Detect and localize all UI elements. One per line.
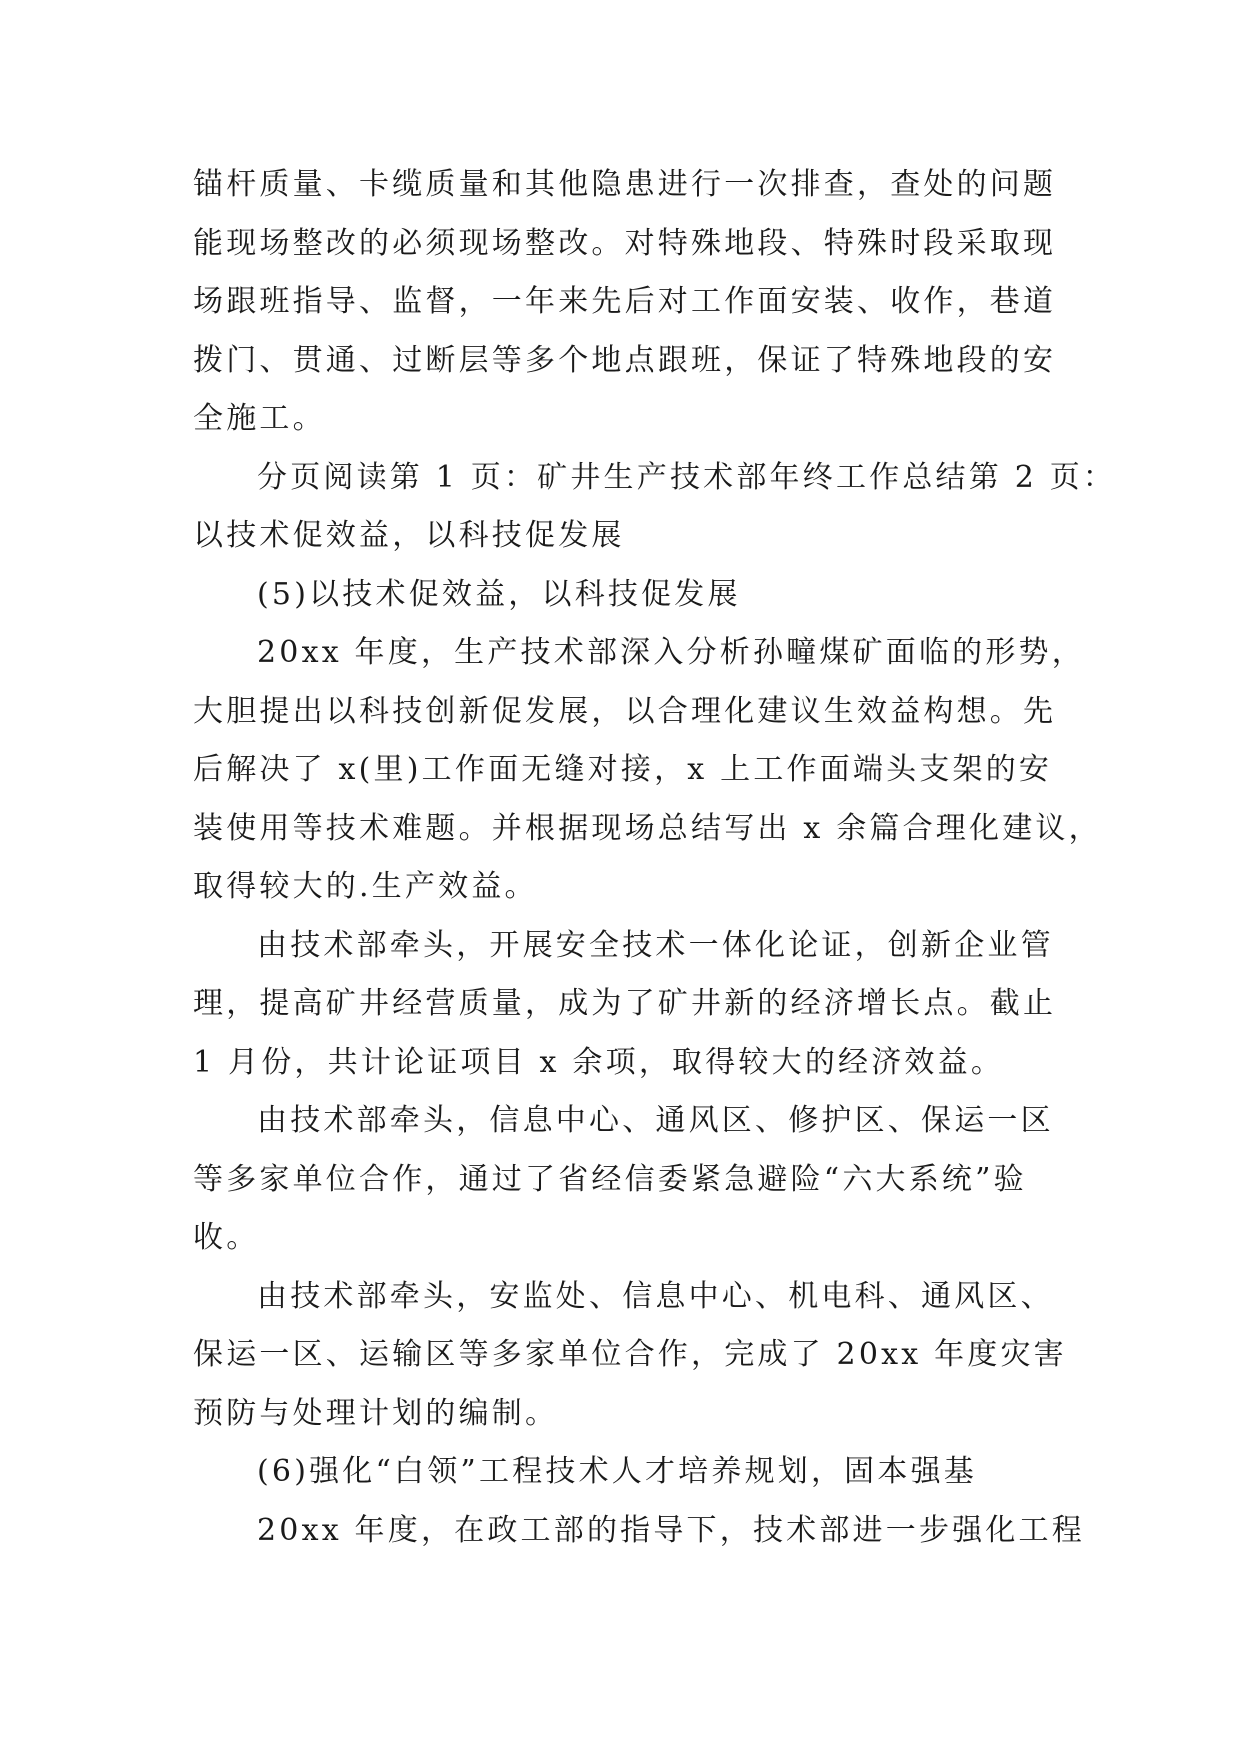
text-line: (5)以技术促效益，以科技促发展 [257, 576, 741, 612]
text-line: 保运一区、运输区等多家单位合作，完成了 20xx 年度灾害 [193, 1337, 1067, 1372]
document-body [193, 156, 1117, 1560]
paragraph-disaster-plan [193, 1268, 1067, 1444]
text-line: 由技术部牵头，安监处、信息中心、机电科、通风区、 [257, 1278, 1054, 1314]
paragraph-talent-training [193, 1502, 1085, 1561]
text-line: 由技术部牵头，开展安全技术一体化论证，创新企业管 [257, 927, 1054, 963]
text-line: 大胆提出以科技创新促发展，以合理化建议生效益构想。先 [193, 693, 1057, 729]
text-line: 拨门、贯通、过断层等多个地点跟班，保证了特殊地段的安 [193, 342, 1057, 378]
paragraph-inspection [193, 156, 1057, 449]
text-line: 全施工。 [193, 401, 326, 436]
text-line: 分页阅读第 1 页：矿井生产技术部年终工作总结第 2 页： [257, 459, 1117, 495]
paragraph-pagination-note [193, 449, 1117, 566]
text-line: 预防与处理计划的编制。 [193, 1395, 559, 1431]
paragraph-tech-innovation [193, 624, 1102, 917]
text-line: 锚杆质量、卡缆质量和其他隐患进行一次排查，查处的问题 [193, 167, 1057, 202]
section-heading-5 [193, 566, 1053, 625]
paragraph-six-systems [193, 1092, 1053, 1268]
text-line: 后解决了 x(里)工作面无缝对接，x 上工作面端头支架的安 [193, 752, 1053, 787]
text-line: 以技术促效益，以科技促发展 [193, 518, 625, 553]
section-heading-6 [193, 1443, 1053, 1502]
text-line: (6)强化“白领”工程技术人才培养规划，固本强基 [257, 1454, 977, 1489]
text-line: 装使用等技术难题。并根据现场总结写出 x 余篇合理化建议， [193, 810, 1102, 846]
text-line: 20xx 年度，在政工部的指导下，技术部进一步强化工程 [257, 1512, 1085, 1548]
text-line: 场跟班指导、监督，一年来先后对工作面安装、收作，巷道 [193, 284, 1057, 319]
text-line: 取得较大的.生产效益。 [193, 869, 538, 904]
paragraph-safety-tech [193, 917, 1057, 1093]
text-line: 理，提高矿井经营质量，成为了矿井新的经济增长点。截止 [193, 986, 1057, 1021]
text-line: 能现场整改的必须现场整改。对特殊地段、特殊时段采取现 [193, 225, 1057, 261]
text-line: 1 月份，共计论证项目 x 余项，取得较大的经济效益。 [193, 1044, 1005, 1080]
text-line: 等多家单位合作，通过了省经信委紧急避险“六大系统”验 [193, 1161, 1027, 1197]
text-line: 20xx 年度，生产技术部深入分析孙疃煤矿面临的形势， [257, 635, 1085, 670]
text-line: 收。 [193, 1220, 260, 1255]
text-line: 由技术部牵头，信息中心、通风区、修护区、保运一区 [257, 1103, 1054, 1138]
